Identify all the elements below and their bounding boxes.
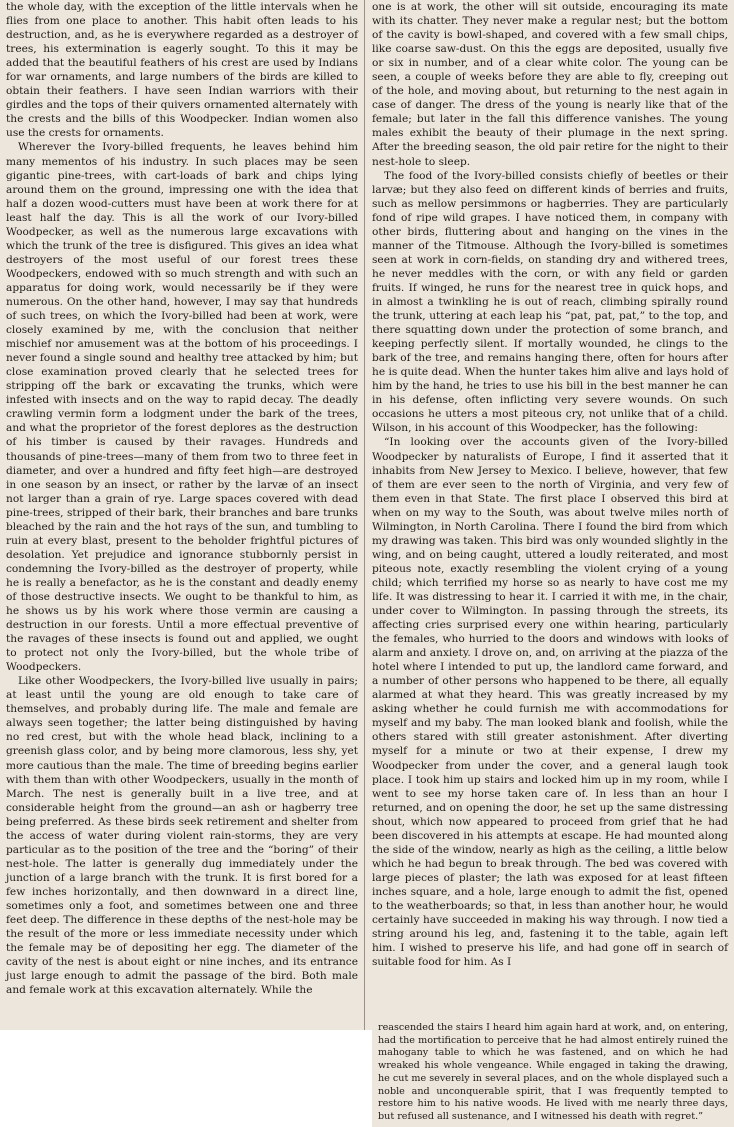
paragraph: The food of the Ivory-billed consists chiefly of beetles or their larvæ; but they also feed on different kinds of berries and fruits, such as mellow persimmons or hagberries. They are particularly fond of ripe wild grapes. I have noticed them, in company with other birds, fluttering about and hanging on the vines in the manner of the Titmouse. Although the Ivory-billed is sometimes seen at work in corn-fields, on standing dry and withered trees, he never meddles with the corn, or with any field or garden fruits. If winged, he runs for the nearest tree in quick hops, and in almost a twinkling he is out of reach, climbing spirally round the trunk, uttering at each leap his “pat, pat, pat,” to the top, and there squatting down under the protection of some branch, and keeping perfectly silent. If mortally wounded, he clings to the bark of the tree, and remains hanging there, often for hours after he is quite dead. When the hunter takes him alive and lays hold of him by the hand, he tries to use his bill in the best manner he can in his defense, often inflicting very severe wounds. On such occasions he utters a most piteous cry, not unlike that of a child. Wilson, in his account of this Woodpecker, has the following: [372,169,728,435]
paragraph: Like other Woodpeckers, the Ivory-billed live usually in pairs; at least until the young are old enough to take care of themselves, and probably during life. The male and female are always seen together; the latter being distinguished by having no red crest, but with the whole head black, inclining to a greenish glass color, and by being more clamorous, less shy, yet more cautious than the male. The time of breeding begins earlier with them than with other Woodpeckers, usually in the month of March. The nest is generally built in a live tree, and at considerable height from the ground—an ash or hagberry tree being preferred. As these birds seek retirement and shelter from the access of water during violent rain-storms, they are very particular as to the position of the tree and the “boring” of their nest-hole. The latter is generally dug immediately under the junction of a large branch with the trunk. It is first bored for a few inches horizontally, and then downward in a direct line, sometimes only a foot, and sometimes between one and three feet deep. The difference in these depths of the nest-hole may be the result of the more or less immediate necessity under which the female may be of depositing her egg. The diameter of the cavity of the nest is about eight or nine inches, and its entrance just large enough to admit the passage of the bird. Both male and female work at this excavation alternately. While the [6,675,358,997]
paragraph: the whole day, with the exception of the little intervals when he flies from one place to another. This habit often leads to his destruction, and, as he is everywhere regarded as a destroyer of trees, his extermination is eagerly sought. To this it may be added that the beautiful feathers of his crest are used by Indians for war ornaments, and large numbers of the birds are killed to obtain their feathers. I have seen Indian warriors with their girdles and the tops of their quivers ornamented alternately with the crests and the bills of this Woodpecker. Indian women also use the crests for ornaments. [6,1,358,140]
paragraph: one is at work, the other will sit outside, encouraging its mate with its chatter. They never make a regular nest; but the bottom of the cavity is bowl-shaped, and covered with a few small chips, like coarse saw-dust. On this the eggs are deposited, usually five or six in number, and of a clear white color. The young can be seen, a couple of weeks before they are able to fly, creeping out of the hole, and moving about, but returning to the nest again in case of danger. The dress of the young is nearly like that of the female; but later in the fall this difference vanishes. The young males exhibit the beauty of their plumage in the next spring. After the breeding season, the old pair retire for the night to their nest-hole to sleep. [372,1,728,168]
continuation-text: reascended the stairs I heard him again hard at work, and, on entering, had the mortification to perceive that he had almost entirely ruined the mahogany table to which he was fastened, and on which he had wreaked his whole vengeance. While engaged in taking the drawing, he cut me severely in several places, and on the whole displayed such a noble and unconquerable spirit, that I was frequently tempted to restore him to his native woods. He lived with me nearly three days, but refused all sustenance, and I witnessed his death with regret.” [378,1022,728,1123]
continuation-block [372,1018,734,1127]
paragraph: Wherever the Ivory-billed frequents, he leaves behind him many mementos of his industry. In such places may be seen gigantic pine-trees, with cart-loads of bark and chips lying around them on the ground, impressing one with the idea that half a dozen wood-cutters must have been at work there for at least half the day. This is all the work of our Ivory-billed Woodpecker, as well as the numerous large excavations with which the trunk of the tree is disfigured. This gives an idea what destroyers of the most useful of our forest trees these Woodpeckers, endowed with so much strength and with such an apparatus for doing work, would necessarily be if they were numerous. On the other hand, however, I may say that hundreds of such trees, on which the Ivory-billed had been at work, were closely examined by me, with the conclusion that neither mischief nor amusement was at the bottom of his proceedings. I never found a single sound and healthy tree attacked by him; but close examination proved clearly that he selected trees for stripping off the bark or excavating the trunks, which were infested with insects and on the way to rapid decay. The deadly crawling vermin form a lodgment under the bark of the trees, and what the proprietor of the forest deplores as the destruction of his timber is caused by their ravages. Hundreds and thousands of pine-trees—many of them from two to three feet in diameter, and over a hundred and fifty feet high—are destroyed in one season by an insect, or rather by the larvæ of an insect not larger than a grain of rye. Large spaces covered with dead pine-trees, stripped of their bark, their branches and bare trunks bleached by the rain and the hot rays of the sun, and tumbling to ruin at every blast, present to the beholder frightful pictures of desolation. Yet prejudice and ignorance stubbornly persist in condemning the Ivory-billed as the destroyer of property, while he is really a benefactor, as he is the constant and deadly enemy of those destructive insects. We ought to be thankful to him, as he shows us by his work where those vermin are causing a destruction in our forests. Until a more effectual preventive of the ravages of these insects is found out and applied, we ought to protect not only the Ivory-billed, but the whole tribe of Woodpeckers. [6,141,358,674]
quotation-paragraph: “In looking over the accounts given of the Ivory-billed Woodpecker by naturalists of Europe, I find it asserted that it inhabits from New Jersey to Mexico. I believe, however, that few of them are ever seen to the north of Virginia, and very few of them even in that State. The first place I observed this bird at when on my way to the South, was about twelve miles north of Wilmington, in North Carolina. There I found the bird from which my drawing was taken. This bird was only wounded slightly in the wing, and on being caught, uttered a loudly reiterated, and most piteous note, exactly resembling the violent crying of a young child; which terrified my horse so as nearly to have cost me my life. It was distressing to hear it. I carried it with me, in the chair, under cover to Wilmington. In passing through the streets, its affecting cries surprised every one within hearing, particularly the females, who hurried to the doors and windows with looks of alarm and anxiety. I drove on, and, on arriving at the piazza of the hotel where I intended to put up, the landlord came forward, and a number of other persons who happened to be there, all equally alarmed at what they heard. This was greatly increased by my asking whether he could furnish me with accommodations for myself and my baby. The man looked blank and foolish, while the others stared with still greater astonishment. After diverting myself for a minute or two at their expense, I drew my Woodpecker from under the cover, and a general laugh took place. I took him up stairs and locked him up in my room, while I went to see my horse taken care of. In less than an hour I returned, and on opening the door, he set up the same distressing shout, which now appeared to proceed from grief that he had been discovered in his attempts at escape. He had mounted along the side of the window, nearly as high as the ceiling, a little below which he had begun to break through. The bed was covered with large pieces of plaster; the lath was exposed for at least fifteen inches square, and a hole, large enough to admit the fist, opened to the weatherboards; so that, in less than another hour, he would certainly have succeeded in making his way through. I now tied a string around his leg, and, fastening it to the table, again left him. I wished to preserve his life, and had gone off in search of suitable food for him. As I [372,436,728,969]
left-column [6,0,358,997]
column-divider [364,0,365,1030]
right-column [372,0,728,969]
